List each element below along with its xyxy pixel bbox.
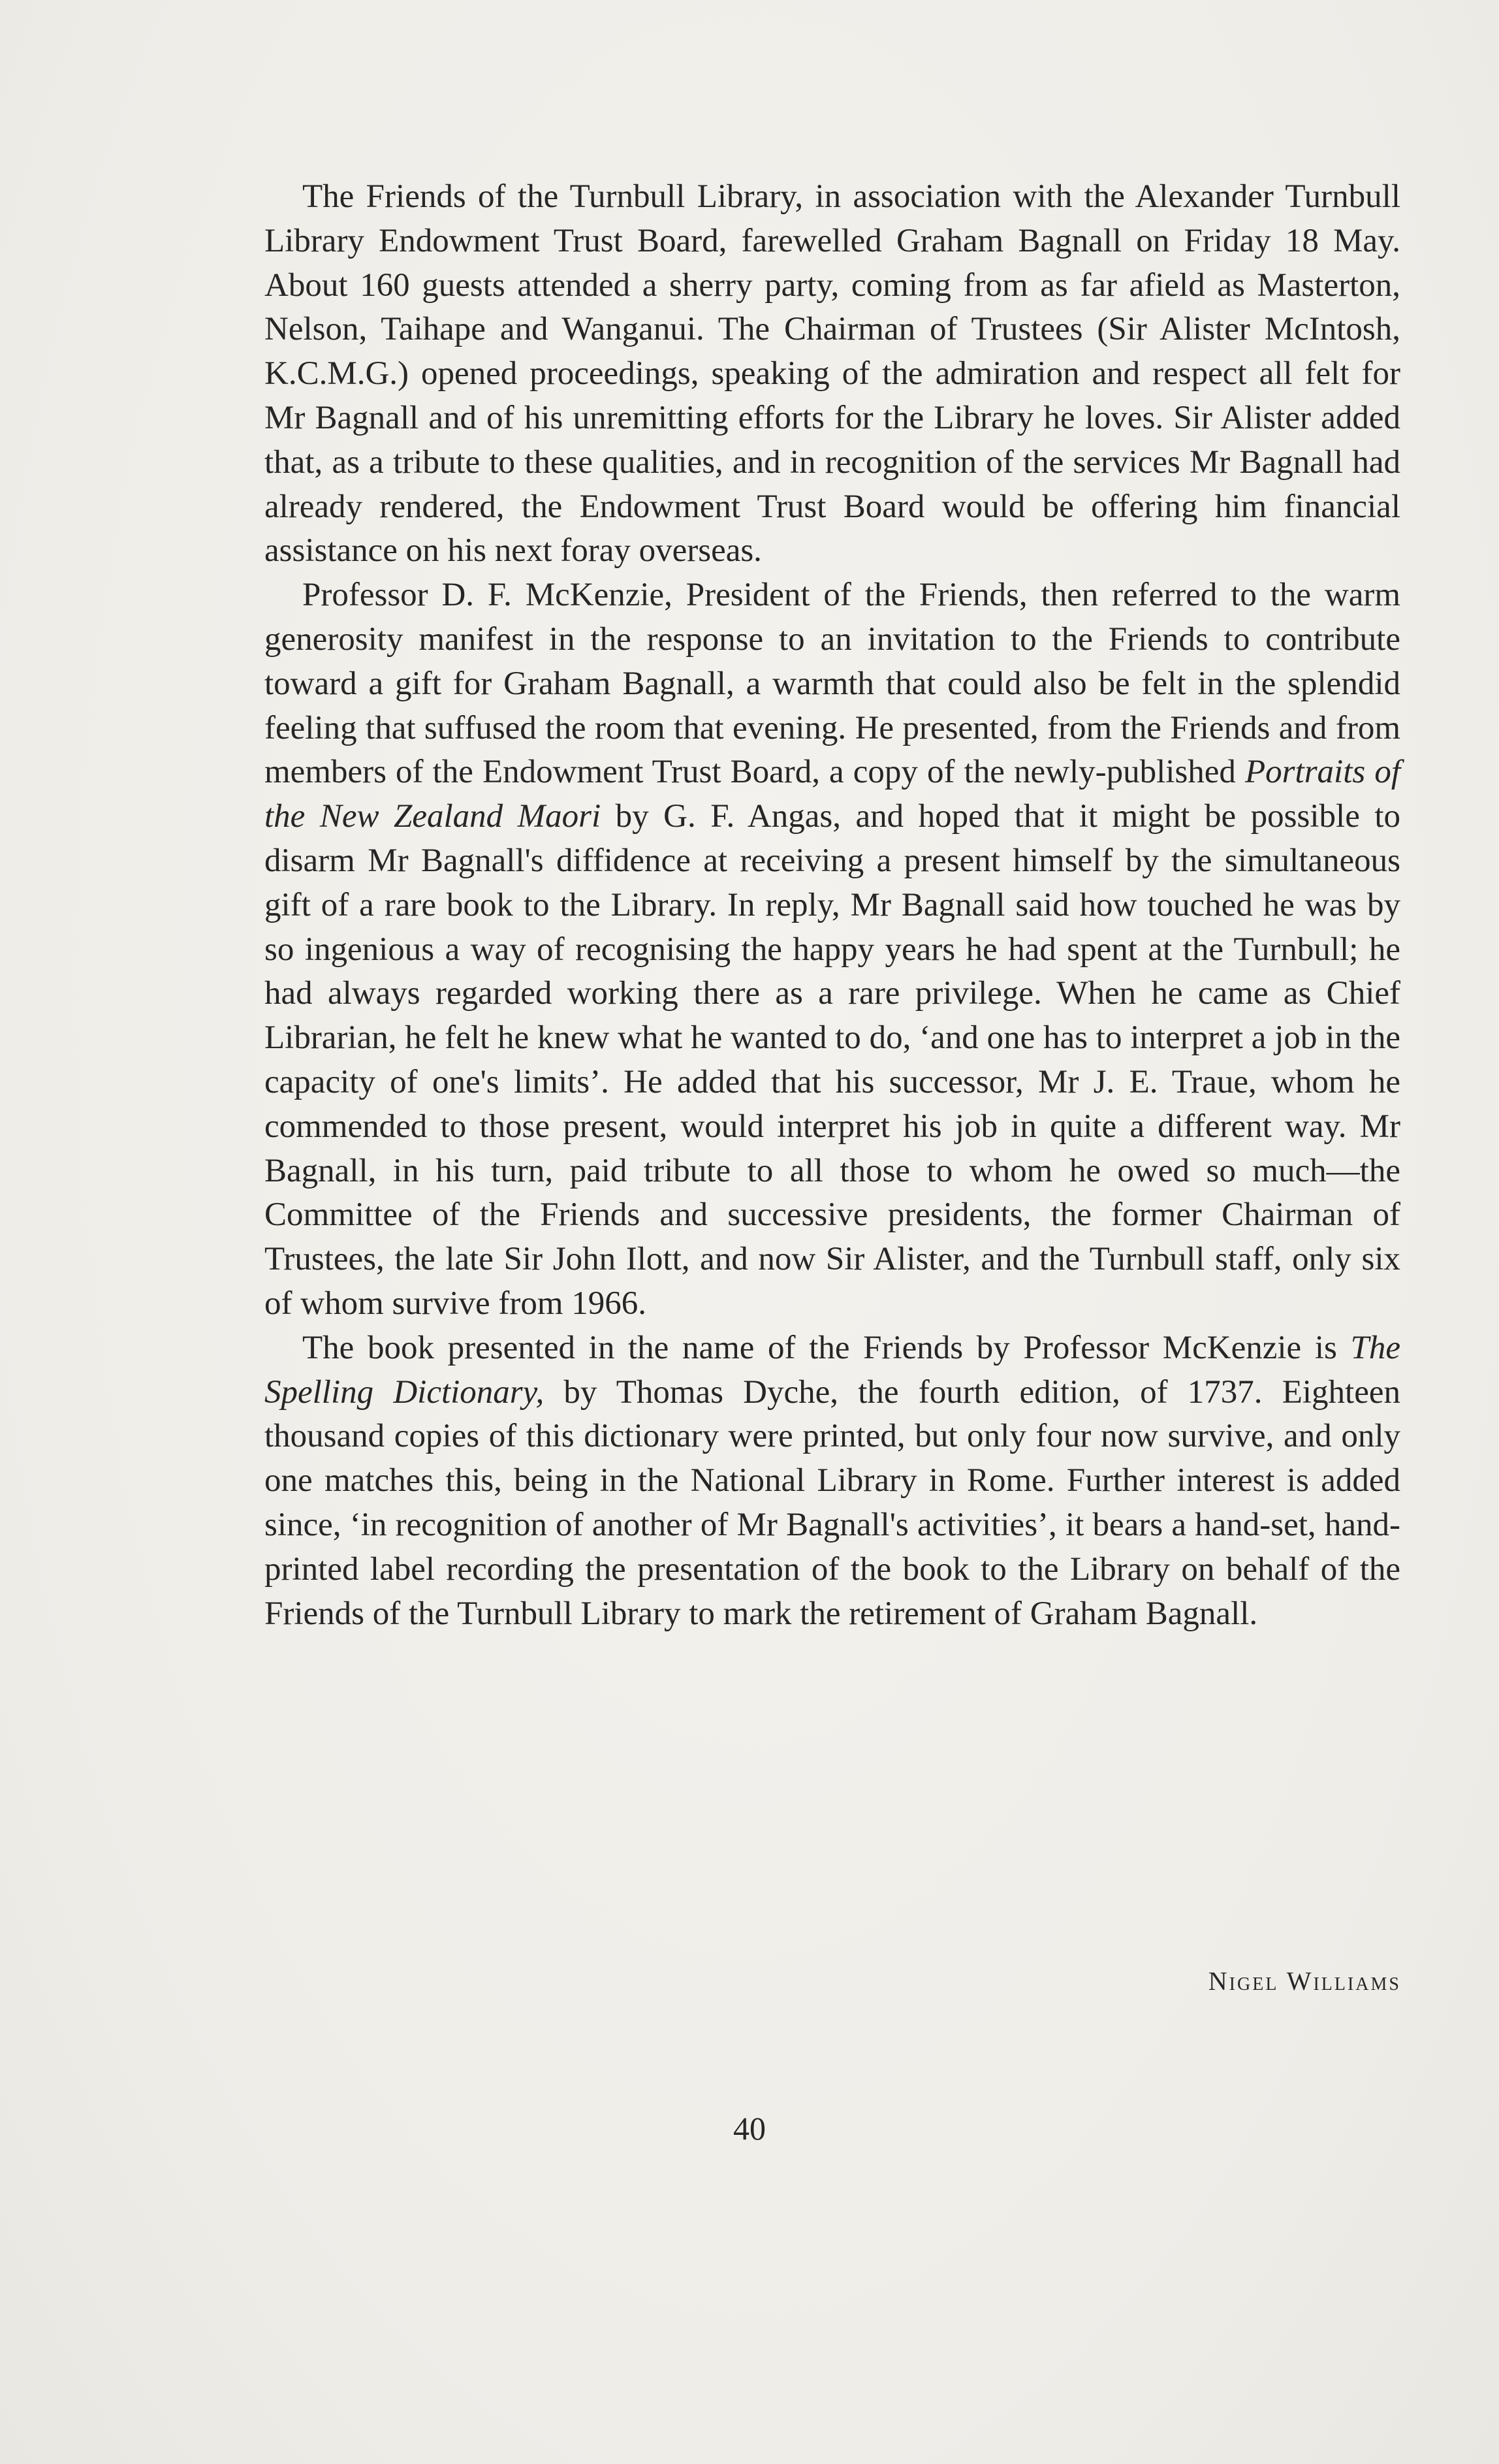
page-number: 40 xyxy=(733,2110,766,2147)
paragraph-3-text-start: The book presented in the name of the Friends by Professor McKenzie is xyxy=(302,1329,1351,1366)
paragraph-2-text-start: Professor D. F. McKenzie, President of the Friends, then referred to the warm generosity manifest in the response to an invitation to the Friends to contribute toward a gift for Graham Bagnall, a warmth that could also be felt in the splendid feeling that suffused the room that evening. He presented, from the Friends and from members of the Endowment Trust Board, a copy of the newly-published xyxy=(264,577,1400,791)
author-signature: Nigel Williams xyxy=(1208,1966,1401,1996)
article-body xyxy=(264,175,1400,1636)
book-title-portraits: Portraits of the New Zealand Maori xyxy=(264,754,1400,835)
paragraph-2-text-end: by G. F. Angas, and hoped that it might be possible to disarm Mr Bagnall's diffidence at receiving a present himself by the simultaneous gift of a rare book to the Library. In reply, Mr Bagnall said how touched he was by so ingenious a way of recognising the happy years he had spent at the Turnbull; he had always regarded working there as a rare privilege. When he came as Chief Librarian, he felt he knew what he wanted to do, ‘and one has to interpret a job in the capacity of one's limits’. He added that his successor, Mr J. E. Traue, whom he commended to those present, would interpret his job in quite a different way. Mr Bagnall, in his turn, paid tribute to all those to whom he owed so much—the Committee of the Friends and successive presidents, the former Chairman of Trustees, the late Sir John Ilott, and now Sir Alister, and the Turnbull staff, only six of whom survive from 1966. xyxy=(264,798,1400,1322)
book-title-spelling-dictionary: The Spelling Dictionary, xyxy=(264,1329,1400,1411)
paragraph-1 xyxy=(264,175,1400,573)
paragraph-1-text: The Friends of the Turnbull Library, in association with the Alexander Turnbull Library Endowment Trust Board, farewelled Graham Bagnall on Friday 18 May. About 160 guests attended a sherry party, coming from as far afield as Masterton, Nelson, Taihape and Wanganui. The Chairman of Trustees (Sir Alister McIntosh, K.C.M.G.) opened proceedings, speaking of the admiration and respect all felt for Mr Bagnall and of his unremitting efforts for the Library he loves. Sir Alister added that, as a tribute to these qualities, and in recognition of the services Mr Bagnall had already rendered, the Endowment Trust Board would be offering him financial assistance on his next foray overseas. xyxy=(264,178,1400,569)
paragraph-2 xyxy=(264,573,1400,1326)
paragraph-3 xyxy=(264,1326,1400,1637)
paragraph-3-text-end: by Thomas Dyche, the fourth edition, of 1737. Eighteen thousand copies of this dictionary were printed, but only four now survive, and only one matches this, being in the National Library in Rome. Further interest is added since, ‘in recognition of another of Mr Bagnall's activities’, it bears a hand-set, hand-printed label recording the presentation of the book to the Library on behalf of the Friends of the Turnbull Library to mark the retirement of Graham Bagnall. xyxy=(264,1373,1400,1632)
